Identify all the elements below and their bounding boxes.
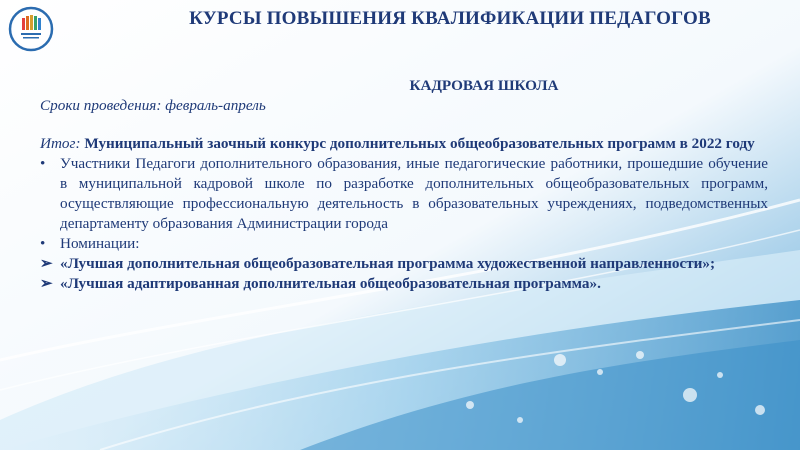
nomination-text: «Лучшая дополнительная общеобразовательная программа художественной направленности»; [60,255,716,272]
result-line [40,134,768,154]
list-item [40,154,768,234]
slide-content [40,76,768,294]
arrow-icon: ➢ [40,255,53,272]
bullet-text: Номинации: [60,235,140,252]
section-subtitle: КАДРОВАЯ ШКОЛА [409,77,559,94]
nomination-text: «Лучшая адаптированная дополнительная общеобразовательная программа». [60,275,601,292]
arrow-icon: ➢ [40,275,53,292]
result-label: Итог: [40,135,81,152]
nomination-item [40,274,768,294]
list-item [40,234,768,254]
bullet-icon: • [40,235,46,252]
page-title: КУРСЫ ПОВЫШЕНИЯ КВАЛИФИКАЦИИ ПЕДАГОГОВ [189,8,711,29]
period-text: Сроки проведения: февраль-апрель [40,97,266,114]
bullet-text: Участники Педагоги дополнительного образования, иные педагогические работники, прошедшие обучение в муниципальной кадровой школе по разработке дополнительных общеобразовательных программ, осуществляющие профессиональную деятельность в образовательных учреждениях, подведомственных департаменту образования Администрации города [60,155,768,232]
nomination-item [40,254,768,274]
bullet-icon: • [40,155,46,172]
logo-icon [8,6,54,52]
result-text: Муниципальный заочный конкурс дополнительных общеобразовательных программ в 2022 году [84,135,755,152]
